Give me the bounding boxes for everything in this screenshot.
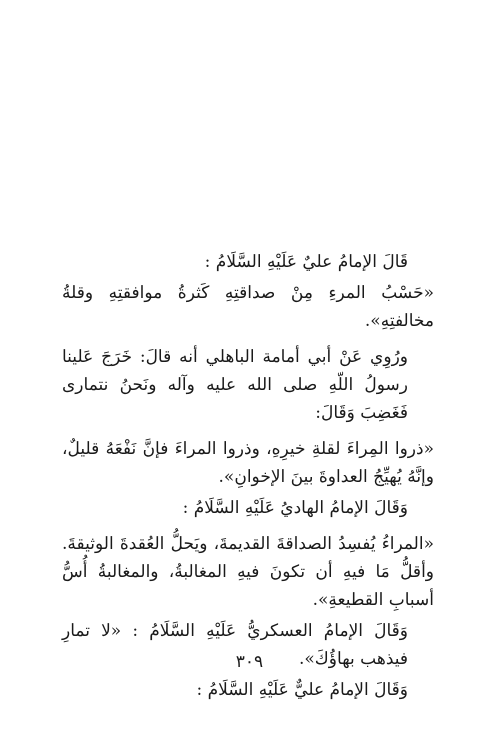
quote-dispute: «ذروا المِراءَ لقلةِ خيرِهِ، وذروا المراءَ فإنَّ نَفْعَهُ قليلٌ، وإنَّهُ يُهيِّجُ العداوةَ بينَ الإخوانِ».	[62, 439, 434, 487]
narration-abu-umama: ورُوِي عَنْ أبي أمامة الباهلي أنه قالَ: خَرَجَ عَلينا رسولُ اللّهِ صلى الله عليه وآله ونَحنُ نتمارى فَغَضِبَ وَقَالَ:	[62, 347, 408, 423]
quote-friendship: «حَسْبُ المرءِ مِنْ صداقتِهِ كَثرةُ موافقتِهِ وقلةُ مخالفتِهِ».	[62, 283, 434, 331]
heading-imam-ali: قَالَ الإمامُ عليٌ عَلَيْهِ السَّلَامُ :	[204, 252, 408, 272]
page-number: ٣٠٩	[235, 652, 264, 672]
page-body	[62, 248, 434, 704]
quote-askari: وَقَالَ الإمامُ العسكريُّ عَلَيْهِ السَّلَامُ : «لا تمارِ فيذهب بهاؤُكَ».	[62, 621, 408, 669]
quote-hadi: «المراءُ يُفسِدُ الصداقةَ القديمةَ، ويَحلُّ العُقدةَ الوثيقةَ. وأقلُّ مَا فيهِ أن تكونَ فيهِ المغالبةُ، والمغالبةُ أُسُّ أسبابِ القطيعةِ».	[62, 534, 434, 610]
heading-imam-ali-2: وَقَالَ الإمامُ عليٌّ عَلَيْهِ السَّلَامُ :	[196, 680, 408, 700]
heading-imam-hadi: وَقَالَ الإمامُ الهاديُ عَلَيْهِ السَّلَامُ :	[182, 498, 408, 518]
